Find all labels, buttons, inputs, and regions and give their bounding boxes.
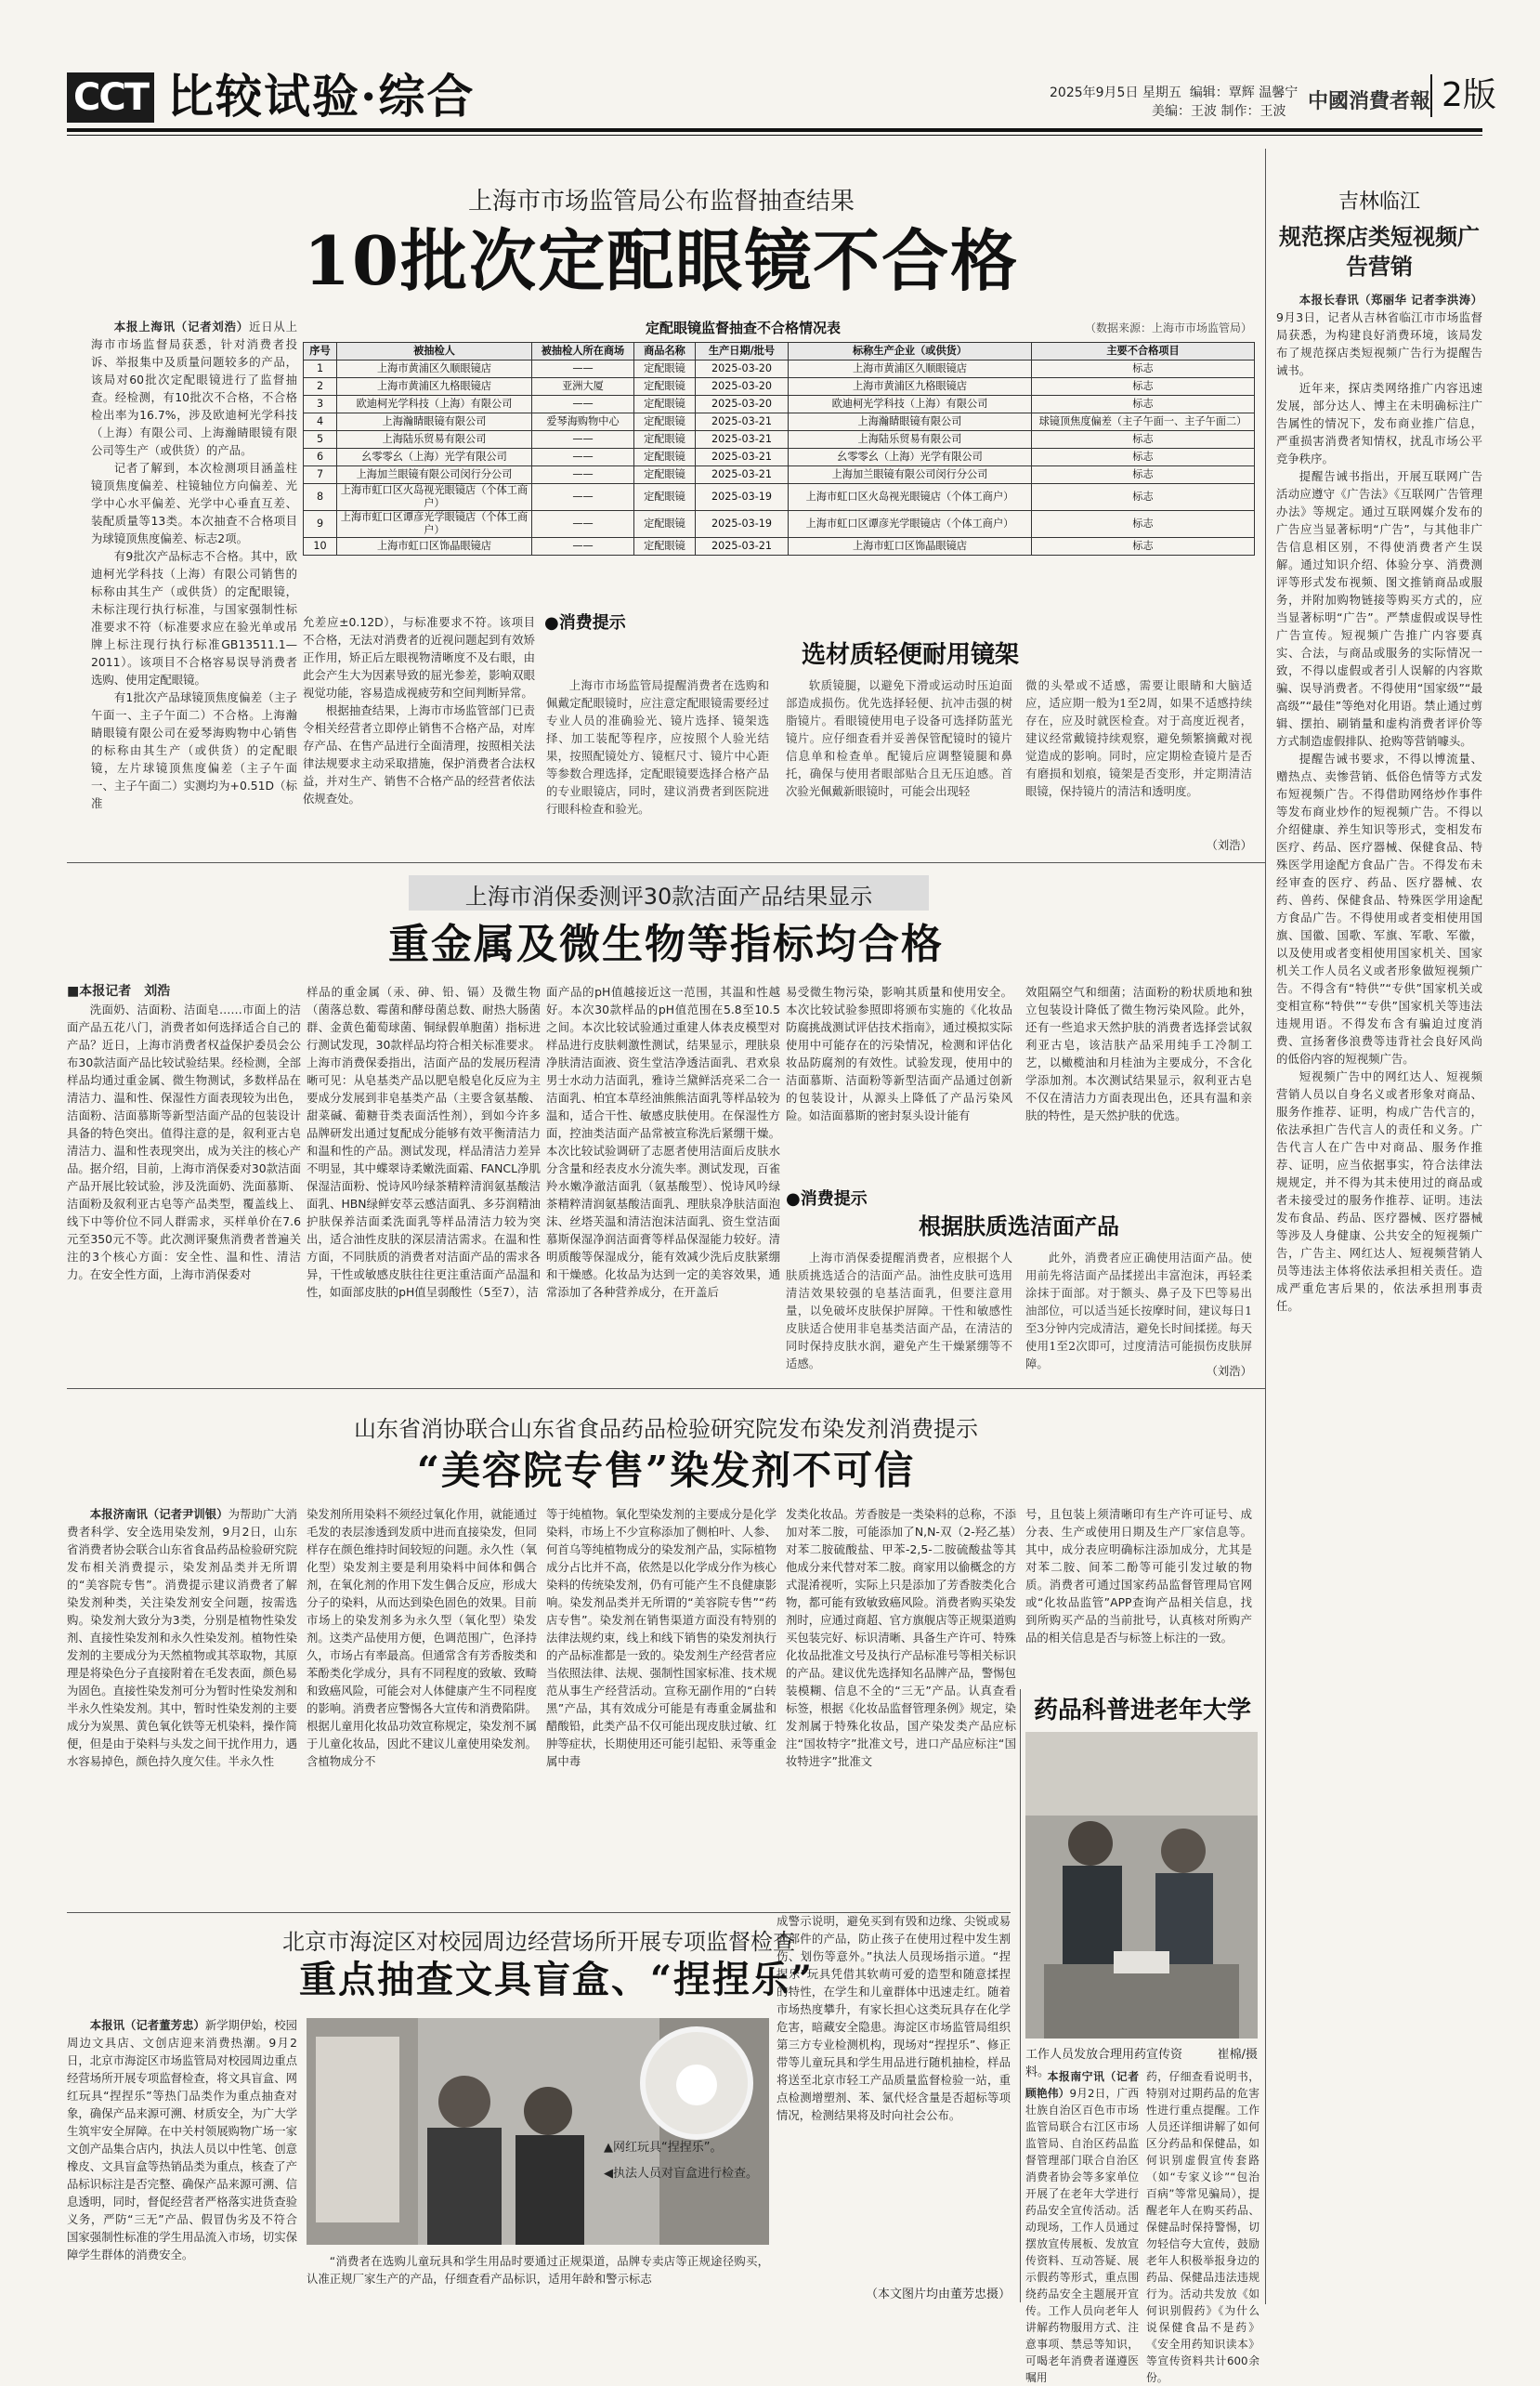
table-cell: 标志 — [1032, 511, 1255, 538]
table-cell: 定配眼镜 — [634, 449, 696, 466]
table-cell: 2 — [304, 378, 337, 396]
a3-col-5 — [1025, 1505, 1252, 1672]
table-cell: —— — [532, 431, 634, 449]
defect-table — [303, 342, 1255, 556]
table-cell: 5 — [304, 431, 337, 449]
a4-kicker: 北京市海淀区对校园周边经营场所开展专项监督检查 — [282, 1929, 795, 1955]
table-cell: 上海陆乐贸易有限公司 — [337, 431, 532, 449]
sidebar-divider — [1265, 149, 1266, 2304]
side-lead: 本报长春讯（郑丽华 记者李洪涛） — [1299, 293, 1482, 307]
a3-c1: 为帮助广大消费者科学、安全选用染发剂，9月2日，山东省消费者协会联合山东省食品药品检验研究院发布相关消费提示，染发剂品类并无所谓的“美容院专售”。消费提示建议消费者了解染发剂种类，关注染发剂安全问题，按需选购。染发剂大致分为3类，分别是植物性染发剂、直接性染发剂和永久性染发剂。植物性染发剂的主要成分为天然植物或其萃取物，其原理是将染色分子直接附着在毛发表面，颜色易为固色。直接性染发剂可分为暂时性染发剂和半永久性染发剂。其中，暂时性染发剂的主要成分为炭黑、黄色氧化铁等无机染料，操作简便，但是由于染料与头发之间干扰作用力，遇水容易掉色，颜色持久度欠佳。半永久性 — [67, 1507, 298, 1768]
issue-date: 2025年9月5日 星期五 — [1050, 85, 1181, 100]
a5-caption: 工作人员发放合理用药宣传资料。 — [1025, 2048, 1183, 2079]
table-cell: 上海市黄浦区久顺眼镜店 — [337, 361, 532, 378]
table-cell: 2025-03-21 — [696, 449, 789, 466]
table-row — [304, 378, 1255, 396]
a1-headline: 10批次定配眼镜不合格 — [303, 221, 1020, 300]
a2-c3: 面产品的pH值越接近这一范围，其温和性越好。本次30款样品的pH值范围在5.8至10.5之间。本次比较试验通过重建人体表皮模型对样品进行皮肤刺激性测试，结果显示，理肤泉净肤清洁面液、资生堂洁净透洁面乳、君欢泉男士水动力洁面乳，雅诗兰黛鲜活亮采二合一洁面乳、柏宜本草经油熊熊洁面乳等样品较为温和，适合干性、敏感皮肤使用。在保湿性方面，控油类洁面产品常被宣称洗后紧绷干燥。本次比较试验调研了志愿者使用洁面后皮肤水分含量和经表皮水分流失率。测试发现，百雀羚水嫩净澈洁面乳（氨基酸型）、悦诗风吟绿茶精粹清润氨基酸洁面乳、理肤泉净肤洁面泡沫、丝塔芙温和清洁泡沫洁面乳、资生堂洁面慕斯保湿净润洁面膏等样品保湿能力较好。清明质酸等保湿成分，能有效减少洗后皮肤紧绷和干燥感。化妆品为达到一定的美容效果，通常添加了各种营养成分，在开盖后 — [546, 985, 780, 1299]
table-cell: 定配眼镜 — [634, 538, 696, 556]
a5-title: 药品科普进老年大学 — [1033, 1697, 1251, 1724]
table-cell: 2025-03-20 — [696, 361, 789, 378]
table-header-cell: 被抽检人所在商场 — [532, 343, 634, 361]
a3-col-2 — [307, 1505, 537, 1903]
a2-c2: 样品的重金属（汞、砷、铅、镉）及微生物（菌落总数、霉菌和酵母菌总数、耐热大肠菌群、金黄色葡萄球菌、铜绿假单胞菌）指标进行测试发现，30款样品均符合相关标准要求。上海市消费保委指出，洁面产品的发展历程清晰可见：从皂基类产品以肥皂般皂化反应为主要成分发展到非皂基类产品（主要含氨基酸、甜菜碱、葡糖苷类表面活性剂），到如今许多品牌研发出通过复配成分能够有效平衡清洁力和温和性的产品。测试发现，样品清洁力差异不明显，其中蝶翠诗柔嫩洗面霜、FANCL净肌保湿洁面粉、悦诗风吟绿茶精粹清润氨基酸洁面乳、HBN绿鲜安萃云感洁面乳、多芬润精油护肤保养洁面柔洗面乳等样品清洁力较为突出，适合油性皮肤的深层清洁需求。在温和性方面，不同肤质的消费者对洁面产品的需求各异，干性或敏感皮肤往往更注重洁面产品温和性，如面部皮肤的pH值呈弱酸性（5至7），洁 — [307, 985, 541, 1299]
a4-c1: 新学期伊始，校园周边文具店、文创店迎来消费热潮。9月2日，北京市海淀区市场监管局对校园周边重点经营场所开展专项监督检查，将文具盲盒、网红玩具“捏捏乐”等热门品类作为重点抽查对象，确保产品来源可溯、材质安全，为广大学生筑牢安全屏障。在中关村领展购物广场一家文创产品集合店内，执法人员以中性笔、创意橡皮、文具盲盒等热销品类为重点，核查了产品标识标注是否完整、确保产品来源可溯、信息透明，同时，督促经营者严格落实进货查验义务，严防“三无”产品、假冒伪劣及不符合国家强制性标准的学生用品流入市场，切实保障学生群体的消费安全。 — [67, 2018, 298, 2261]
a2-col-3 — [546, 983, 780, 1373]
table-cell: 2025-03-21 — [696, 413, 789, 431]
a4-col-1 — [67, 2016, 297, 2304]
table-cell: —— — [532, 511, 634, 538]
inspection-photo-illustration — [307, 2018, 769, 2245]
table-source: （数据来源：上海市市场监管局） — [1084, 321, 1252, 334]
table-cell: —— — [532, 396, 634, 413]
table-cell: 2025-03-19 — [696, 511, 789, 538]
table-cell: 幺零零幺（上海）光学有限公司 — [789, 449, 1032, 466]
table-cell: 上海瀚睛眼镜有限公司 — [789, 413, 1032, 431]
table-cell: 亚洲大厦 — [532, 378, 634, 396]
a1-lead: 本报上海讯（记者刘浩） — [113, 320, 250, 334]
tip1-body1: 上海市市场监管局提醒消费者在选购和佩戴定配眼镜时，应注意定配眼镜需要经过专业人员的准确验光、镜片选择、镜架选择、加工装配等程序，应按照个人验光结果，按照配镜处方、镜框尺寸、镜片中心距等参数合理选择，定配眼镜要选择合格产品的专业眼镜店，同时，建议消费者到医院进行眼科检查和验光。 — [546, 678, 769, 816]
a2-col-1 — [67, 983, 301, 1373]
table-cell: 2025-03-21 — [696, 538, 789, 556]
table-cell: 上海市虹口区饰晶眼镜店 — [789, 538, 1032, 556]
table-cell: 定配眼镜 — [634, 511, 696, 538]
table-cell: 1 — [304, 361, 337, 378]
a3-col-1 — [67, 1505, 297, 1903]
table-cell: 标志 — [1032, 466, 1255, 484]
a2-tip-title: 根据肤质选洁面产品 — [919, 1213, 1119, 1239]
tip1-title: 选材质轻便耐用镜架 — [801, 641, 1019, 669]
table-header-cell: 序号 — [304, 343, 337, 361]
table-cell: 8 — [304, 484, 337, 511]
a2-tip-label: ●消费提示 — [786, 1189, 868, 1209]
a1-p5: 允差应±0.12D），与标准要求不符。该项目不合格，无法对消费者的近视问题起到有效矫正作用，矫正后左眼视物清晰度不及右眼，由此会产生大为因素导致的屈光参差，影响双眼视觉功能，容易造成视疲劳和空间判断异常。 — [303, 615, 535, 700]
table-cell: 上海市虹口区谭彦光学眼镜店（个体工商户） — [337, 511, 532, 538]
table-cell: 2025-03-20 — [696, 378, 789, 396]
a2-col-5 — [1025, 983, 1252, 1180]
a5-c2: 药，仔细查看说明书，特别对过期药品的危害性进行重点提醒。工作人员还详细讲解了如何区分药品和保健品，如何识别虚假宣传套路（如“专家义诊”“包治百病”等常见骗局），提醒老年人在购买药品、保健品时保持警惕，切勿轻信夸大宣传，鼓励老年人积极举报身边的药品、保健品违法违规行为。活动共发放《如何识别假药》《为什么说保健食品不是药》《安全用药知识读本》等宣传资料共计600余份。 — [1146, 2070, 1259, 2384]
table-cell: 标志 — [1032, 378, 1255, 396]
table-cell: 欧迪柯光学科技（上海）有限公司 — [789, 396, 1032, 413]
table-row — [304, 396, 1255, 413]
a3-headline: “美容院专售”染发剂不可信 — [416, 1448, 916, 1493]
table-cell: 定配眼镜 — [634, 361, 696, 378]
table-header-cell: 生产日期/批号 — [696, 343, 789, 361]
a4-headline: 重点抽查文具盲盒、“捏捏乐” — [299, 1958, 815, 2001]
a5-photo — [1025, 1732, 1258, 2039]
side-title: 规范探店类短视频广告营销 — [1279, 223, 1480, 280]
a2-c4: 易受微生物污染，影响其质量和使用安全。本次比较试验参照即将颁布实施的《化妆品防腐挑战测试评估技术指南》，通过模拟实际使用中可能存在的污染情况，检测和评估化妆品防腐剂的有效性。试验发现，使用中的洁面慕斯、洁面粉等新型洁面产品通过创新的包装设计，从源头上降低了产品污染风险。如洁面慕斯的密封泵头设计能有 — [786, 985, 1012, 1122]
table-cell: 标志 — [1032, 449, 1255, 466]
table-row — [304, 361, 1255, 378]
table-cell: 爱琴海购物中心 — [532, 413, 634, 431]
side-body — [1276, 291, 1482, 2288]
table-header-cell: 商品名称 — [634, 343, 696, 361]
a4-lead: 本报讯（记者董芳忠） — [89, 2018, 205, 2032]
table-cell: 上海市虹口区火岛视光眼镜店（个体工商户） — [337, 484, 532, 511]
a5-lead: 本报南宁讯（记者顾艳伟） — [1025, 2070, 1139, 2100]
side-kicker: 吉林临江 — [1338, 190, 1420, 214]
a5-credit: 崔棉/摄 — [1217, 2048, 1258, 2062]
tip1-col-3 — [1025, 676, 1252, 834]
tip1-col-1 — [546, 676, 769, 853]
a1-p3: 有9批次产品标志不合格。其中，欧迪柯光学科技（上海）有限公司销售的标称由其生产（或供货）的定配眼镜，未标注现行执行标准，与国家强制性标准要求不符（标准要求应在验光单或吊牌上标注现行执行标准GB13511.1—2011）。该项目不合格容易误导消费者选购、使用定配眼镜。 — [91, 549, 297, 687]
a3-col-3 — [546, 1505, 777, 1903]
table-cell: 幺零零幺（上海）光学有限公司 — [337, 449, 532, 466]
a3-c2: 染发剂所用染料不须经过氧化作用，就能通过毛发的表层渗透到发质中进而直接染发，但同样存在颜色维持时间较短的问题。永久性（氧化型）染发剂主要是利用染料中间体和偶合剂，在氧化剂的作用下发生偶合反应，形成大分子的染料，从而达到染色固色的效果。目前市场上的染发剂多为永久型（氧化型）染发剂。这类产品使用方便，色调范围广，色泽持久，市场占有率最高。但通常含有芳香胺类和苯酚类化学成分，具有不同程度的致敏、致畸和致癌风险，可能会对人体健康产生不同程度的影响。消费者应警惕各大宣传和消费陷阱。根据儿童用化妆品功效宣称规定，染发剂不属于儿童化妆品，因此不建议儿童使用染发剂。含植物成分不 — [307, 1507, 537, 1768]
tip1-col-2 — [786, 676, 1012, 853]
a4-c2: 成警示说明，避免买到有毁和边缘、尖锐或易碎部件的产品，防止孩子在使用过程中发生割伤、划伤等意外。”执法人员现场指示道。“捏捏乐”玩具凭借其软萌可爱的造型和随意揉捏的特性，在学生和儿童群体中迅速走红。随着市场热度攀升，有家长担心这类玩具存在化学危害，暗藏安全隐患。海淀区市场监管局组织第三方专业检测机构，现场对“捏捏乐”、修正带等儿童玩具和学生用品进行随机抽检，样品将送至北京市轻工产品质量监督检验一站，重点检测增塑剂、苯、氯代烃含量是否超标等项情况，检测结果将及时向社会公布。 — [777, 1914, 1011, 2122]
a4-quote — [307, 2252, 769, 2306]
a1-kicker: 上海市市场监管局公布监督抽查结果 — [467, 188, 855, 216]
table-row — [304, 413, 1255, 431]
a1-p1: 近日从上海市市场监督局获悉，针对消费者投诉、举报集中及质量问题较多的产品，该局对60批次定配眼镜进行了监督抽查。经检测，有10批次不合格，不合格检出率为16.7%，涉及欧迪柯光学科技（上海）有限公司、上海瀚睛眼镜有限公司等生产（或供货）的产品。 — [91, 320, 298, 457]
table-cell: 2025-03-19 — [696, 484, 789, 511]
table-cell: 2025-03-21 — [696, 466, 789, 484]
table-row — [304, 449, 1255, 466]
table-cell: 上海加兰眼镜有限公司闵行分公司 — [337, 466, 532, 484]
tip1-body2: 软质镜腿，以避免下滑或运动时压迫面部造成损伤。优先选择轻便、抗冲击强的树脂镜片。看眼镜使用电子设备可选择防蓝光镜片。应仔细查看并妥善保管配镜时的镜片信息单和检查单。配镜后应调整镜腿和鼻托，确保与使用者眼部贴合且无压迫感。首次验光佩戴新眼镜时，可能会出现轻 — [786, 678, 1012, 798]
table-cell: 9 — [304, 511, 337, 538]
a2-tip1: 上海市消保委提醒消费者，应根据个人肤质挑选适合的洁面产品。油性皮肤可选用清洁效果较强的皂基洁面乳，但要注意用量，以免破坏皮肤保护屏障。干性和敏感性皮肤适合使用非皂基类洁面产品，在清洁的同时保持皮肤水润，避免产生干燥紧绷等不适感。 — [786, 1251, 1012, 1370]
side-p5: 短视频广告中的网红达人、短视频营销人员以自身名义或者形象对商品、服务作推荐、证明，构成广告代言的，依法承担广告代言人的责任和义务。广告代言人在广告中对商品、服务作推荐、证明，应当依据事实，符合法律法规规定，并不得为其未使用过的商品或者未接受过的服务作推荐、证明。违法发布食品、药品、医疗器械、医疗器械等涉及人身健康、公共安全的短视频广告，广告主、网红达人、短视频营销人员等违法主体将依法承担相关责任。造成严重危害后果的，依法承担刑事责任。 — [1276, 1069, 1482, 1313]
side-p3: 提醒告诫书指出，开展互联网广告活动应遵守《广告法》《互联网广告管理办法》等规定。通过互联网媒介发布的广告应当显著标明“广告”，与其他非广告信息相区别，不得使消费者产生误解。通过知识介绍、体验分享、消费测评等形式发布视频、图文推销商品或服务，并附加购物链接等购买方式的，应当显著标明“广告”。严禁虚假或误导性广告宣传。短视频广告推广内容要真实、合法，与商品或服务的实际情况一致，不得以虚假或者引人误解的内容欺骗、误导消费者。不得使用“国家级”“最高级”“最佳”等绝对化用语。禁止通过剪辑、摆拍、刷销量和虚构消费者评价等方式制造虚假排队、抢购等营销噱头。 — [1276, 469, 1482, 748]
a2-headline: 重金属及微生物等指标均合格 — [388, 921, 944, 968]
table-cell: 定配眼镜 — [634, 431, 696, 449]
a1-p6: 根据抽查结果，上海市市场监管部门已责令相关经营者立即停止销售不合格产品，对库存产品、在售产品进行全面清理，按照相关法律法规要求主动采取措施，保护消费者合法权益，并对生产、销售不合格产品的经营者依法依规查处。 — [303, 703, 535, 806]
table-cell: 2025-03-20 — [696, 396, 789, 413]
table-cell: 2025-03-21 — [696, 431, 789, 449]
table-cell: 7 — [304, 466, 337, 484]
table-cell: 上海市虹口区饰晶眼镜店 — [337, 538, 532, 556]
masthead-rule — [67, 128, 1482, 132]
table-cell: 6 — [304, 449, 337, 466]
a4-col-3 — [777, 1912, 1011, 2280]
a5-c1: 9月2日，广西壮族自治区百色市市场监管局联合右江区市场监管局、自治区药品监督管理部门联合自治区消费者协会等多家单位开展了在老年大学进行药品安全宣传活动。活动现场，工作人员通过摆放宣传展板、发放宣传资料、互动答疑、展示假药等形式，重点围绕药品安全主题展开宣传。工作人员向老年人讲解药物服用方式、注意事项、禁忌等知识，可喝老年消费者谨遵医嘱用 — [1025, 2087, 1139, 2384]
table-cell: 定配眼镜 — [634, 466, 696, 484]
table-row — [304, 466, 1255, 484]
table-cell: 上海市虹口区火岛视光眼镜店（个体工商户） — [789, 484, 1032, 511]
page-number: 2版 — [1430, 74, 1496, 117]
divider-a2 — [67, 1388, 1265, 1389]
side-p4: 提醒告诫书要求，不得以博流量、赠热点、卖惨营销、低俗色情等方式发布短视频广告。不得借助网络炒作事件等发布商业炒作的短视频广告。不得以介绍健康、养生知识等形式，变相发布医疗、药品、医疗器械、保健食品、特殊医学用途配方食品广告。不得发布未经审查的医疗、药品、医疗器械、农药、兽药、保健食品、特殊医学用途配方食品广告。不得使用或者变相使用国旗、国徽、国歌、军旗、军歌、军徽，以及使用或者变相使用国家机关、国家机关工作人员名义或者形象做短视频广告。不得含有“特供”“专供”国家机关或变相宣称“特供”“专供”国家机关等违法违规用语。不得发布含有骗迫过度消费、宣扬奢侈浪费等违背社会良好风尚的低俗内容的短视频广告。 — [1276, 752, 1482, 1066]
table-cell: 上海陆乐贸易有限公司 — [789, 431, 1032, 449]
divider-a5-left — [1020, 1689, 1021, 2302]
table-row — [304, 511, 1255, 538]
table-cell: —— — [532, 449, 634, 466]
table-cell: —— — [532, 466, 634, 484]
table-header-cell: 主要不合格项目 — [1032, 343, 1255, 361]
a1-p2: 记者了解到，本次检测项目涵盖柱镜顶焦度偏差、柱镜轴位方向偏差、光学中心水平偏差、光学中心垂直互差、装配质量等13类。本次抽查不合格项目为球镜顶焦度偏差、标志2项。 — [91, 461, 297, 545]
table-cell: 球镜顶焦度偏差（主子午面一、主子午面二） — [1032, 413, 1255, 431]
a2-signature: （刘浩） — [1206, 1364, 1252, 1378]
designer-credit: 美编：王波 制作：王波 — [1152, 104, 1286, 119]
table-cell: 定配眼镜 — [634, 413, 696, 431]
table-cell: —— — [532, 538, 634, 556]
table-header-cell: 被抽检人 — [337, 343, 532, 361]
a5-col-2 — [1146, 2068, 1259, 2384]
sidebar-article — [1276, 186, 1482, 2295]
table-cell: 标志 — [1032, 431, 1255, 449]
a4-photo-credit: （本文图片均由董芳忠摄） — [865, 2288, 1011, 2301]
section-title: 比较试验·综合 — [167, 69, 476, 124]
table-body — [304, 361, 1255, 556]
a2-tip-col-2 — [1025, 1249, 1252, 1370]
table-cell: 欧迪柯光学科技（上海）有限公司 — [337, 396, 532, 413]
a5-col-1 — [1025, 2068, 1139, 2384]
table-cell: 上海市虹口区谭彦光学眼镜店（个体工商户） — [789, 511, 1032, 538]
table-cell: —— — [532, 361, 634, 378]
table-cell: 4 — [304, 413, 337, 431]
a2-kicker: 上海市消保委测评30款洁面产品结果显示 — [464, 884, 873, 910]
a3-lead: 本报济南讯（记者尹训银） — [89, 1507, 228, 1521]
editor-credit: 编辑：覃辉 温馨宁 — [1189, 85, 1299, 100]
paper-brand-logo: 中國消費者報 — [1308, 89, 1431, 113]
tip1-signature: （刘浩） — [1206, 838, 1252, 852]
table-cell: 上海市黄浦区九格眼镜店 — [337, 378, 532, 396]
table-header-row — [304, 343, 1255, 361]
a2-col-2 — [307, 983, 541, 1373]
table-row — [304, 431, 1255, 449]
masthead-rule-thin — [67, 135, 1482, 136]
table-title: 定配眼镜监督抽查不合格情况表 — [645, 320, 841, 336]
table-cell: 上海市黄浦区九格眼镜店 — [789, 378, 1032, 396]
a3-kicker: 山东省消协联合山东省食品药品检验研究院发布染发剂消费提示 — [354, 1416, 978, 1442]
table-cell: 上海加兰眼镜有限公司闵行分公司 — [789, 466, 1032, 484]
table-cell: 定配眼镜 — [634, 378, 696, 396]
table-cell: 上海瀚睛眼镜有限公司 — [337, 413, 532, 431]
a3-c4: 发类化妆品。芳香胺是一类染料的总称，不添加对苯二胺，可能添加了N,N-双（2-羟乙基）对苯二胺硫酸盐、甲苯-2,5-二胺硫酸盐等其他成分来代替对苯二胺。商家用以偷概念的方式混淆视听，实际上只是添加了芳香胺类化合物，都可能有致敏致癌风险。消费者购买染发剂时，应通过商超、官方旗舰店等正规渠道购买包装完好、标识清晰、具备生产许可、特殊化妆品批准文号及执行产品标准号等相关标识的产品。建议优先选择知名品牌产品，警惕包装模糊、信息不全的“三无”产品。认真查看标签，根据《化妆品监督管理条例》规定，染发剂属于特殊化妆品，国产染发类产品应标注“国妆特字”批准文号，进口产品应标注“国妆特进字”批准文 — [786, 1507, 1016, 1768]
divider-a1 — [67, 862, 1265, 863]
cct-logo: CCT — [67, 72, 154, 123]
table-row — [304, 484, 1255, 511]
table-header-cell: 标称生产企业（或供货） — [789, 343, 1032, 361]
tip1-body3: 微的头晕或不适感，需要让眼睛和大脑适应，适应期一般为1至2周，如果不适感持续存在，应及时就医检查。对于高度近视者，建议经常戴镜持续观察，避免频繁摘戴对视觉造成的影响。同时，应定期检查镜片是否有磨损和划痕，镜架是否变形，并定期清洁眼镜，保持镜片的清洁和透明度。 — [1025, 678, 1252, 798]
a3-c3: 等于纯植物。氧化型染发剂的主要成分是化学染料，市场上不少宣称添加了侧柏叶、人参、何首乌等纯植物成分的染发剂产品，实际植物成分占比并不高，依然是以化学成分作为核心染料的传统染发剂，仍有可能产生不良健康影响。染发剂品类并无所谓的“美容院专售”“药店专售”。染发剂在销售渠道方面没有特别的法律法规约束，线上和线下销售的染发剂执行的产品标准都是一致的。染发剂生产经营者应当依照法律、法规、强制性国家标准、技术规范从事生产经营活动。宣称无副作用的“白转黑”产品，其有效成分可能是有毒重金属盐和醋酸铅，此类产品不仅可能出现皮肤过敏、红肿等症状，长期使用还可能引起铅、汞等重金属中毒 — [546, 1507, 777, 1768]
table-cell: 标志 — [1032, 361, 1255, 378]
a4-quote-text: “消费者在选购儿童玩具和学生用品时要通过正规渠道，品牌专卖店等正规途径购买，认准正规厂家生产的产品，仔细查看产品标识，适用年龄和警示标志 — [307, 2254, 769, 2286]
a3-c5: 号，且包装上须清晰印有生产许可证号、成分表、生产或使用日期及生产厂家信息等。其中，成分表应明确标注添加成分，尤其是对苯二胺、间苯二酚等可能引发过敏的物质。消费者可通过国家药品监督管理局官网或“化妆品监管”APP查询产品相关信息，找到所购买产品的当前批号，认真核对所购产品的相关信息是否与标签上标注的一致。 — [1025, 1507, 1252, 1645]
table-cell: 标志 — [1032, 484, 1255, 511]
table-cell: —— — [532, 484, 634, 511]
table-cell: 标志 — [1032, 538, 1255, 556]
tip1-label: ●消费提示 — [544, 613, 626, 633]
side-p1: 9月3日，记者从吉林省临江市市场监督局获悉，为构建良好消费环境，该局发布了规范探店类短视频广告行为提醒告诫书。 — [1276, 310, 1482, 377]
a2-c5: 效阻隔空气和细菌；洁面粉的粉状质地和独立包装设计降低了微生物污染风险。此外，还有一些追求天然护肤的消费者选择尝试叙利亚古皂，该洁肤产品采用纯手工冷制工艺，以橄榄油和月桂油为主要成分，不含化学添加剂。本次测试结果显示，叙利亚古皂不仅在清洁力方面表现出色，还具有温和亲肤的特性，是天然护肤的优选。 — [1025, 985, 1252, 1122]
a3-col-4 — [786, 1505, 1016, 1903]
a4-photo — [307, 2018, 769, 2245]
table-row — [304, 538, 1255, 556]
a2-col-4 — [786, 983, 1012, 1180]
table-cell: 定配眼镜 — [634, 484, 696, 511]
table-cell: 上海市黄浦区久顺眼镜店 — [789, 361, 1032, 378]
a4-photo-caption-2: ◀执法人员对盲盒进行检查。 — [604, 2167, 758, 2181]
table-cell: 标志 — [1032, 396, 1255, 413]
a4-photo-caption-1: ▲网红玩具“捏捏乐”。 — [604, 2141, 723, 2155]
masthead-info — [1050, 84, 1298, 121]
a2-tip-col-1 — [786, 1249, 1012, 1377]
table-cell: 10 — [304, 538, 337, 556]
side-p2: 近年来，探店类网络推广内容迅速发展，部分达人、博主在未明确标注广告属性的情况下，发布商业推广信息，严重损害消费者知情权，扰乱市场公平竞争秩序。 — [1276, 381, 1482, 465]
a2-byline: ■本报记者 刘浩 — [67, 984, 171, 999]
a2-tip2: 此外，消费者应正确使用洁面产品。使用前先将洁面产品揉搓出丰富泡沫，再轻柔涂抹于面部。对于额头、鼻子及下巴等易出油部位，可以适当延长按摩时间，建议每日1至3分钟内完成清洁，避免长时间揉搓。每天使用1至2次即可，过度清洁可能损伤皮肤屏障。 — [1025, 1251, 1252, 1370]
pharmacy-outreach-photo-illustration — [1025, 1732, 1258, 2039]
a1-p4: 有1批次产品球镜顶焦度偏差（主子午面一、主子午面二）不合格。上海瀚睛眼镜有限公司在爱琴海购物中心销售的标称由其生产（或供货）的定配眼镜，左片球镜顶焦度偏差（主子午面一、主子午面二）实测均为+0.51D（标准 — [91, 690, 297, 810]
table-cell: 3 — [304, 396, 337, 413]
table-cell: 定配眼镜 — [634, 396, 696, 413]
a2-c1: 洗面奶、洁面粉、洁面皂……市面上的洁面产品五花八门，消费者如何选择适合自己的产品？近日，上海市消费者权益保护委员会公布30款洁面产品比较试验结果。经检测，全部样品均通过重金属、微生物测试，多数样品在清洁力、温和性、保湿性方面表现较为出色，洁面粉、洁面慕斯等新型洁面产品的包装设计具备的特色突出。值得注意的是，叙利亚古皂清洁力、温和性表现突出，成为关注的核心产品。据介绍，目前，上海市消保委对30款洁面产品开展比较试验，涉及洗面奶、洗面慕斯、洁面粉及叙利亚古皂等产品类型，覆盖线上、线下中等价位不同人群需求，买样单价在7.6元至350元不等。此次测评聚焦消费者普遍关注的3个核心方面：安全性、温和性、清洁力。在安全性方面，上海市消保委对 — [67, 1003, 301, 1281]
